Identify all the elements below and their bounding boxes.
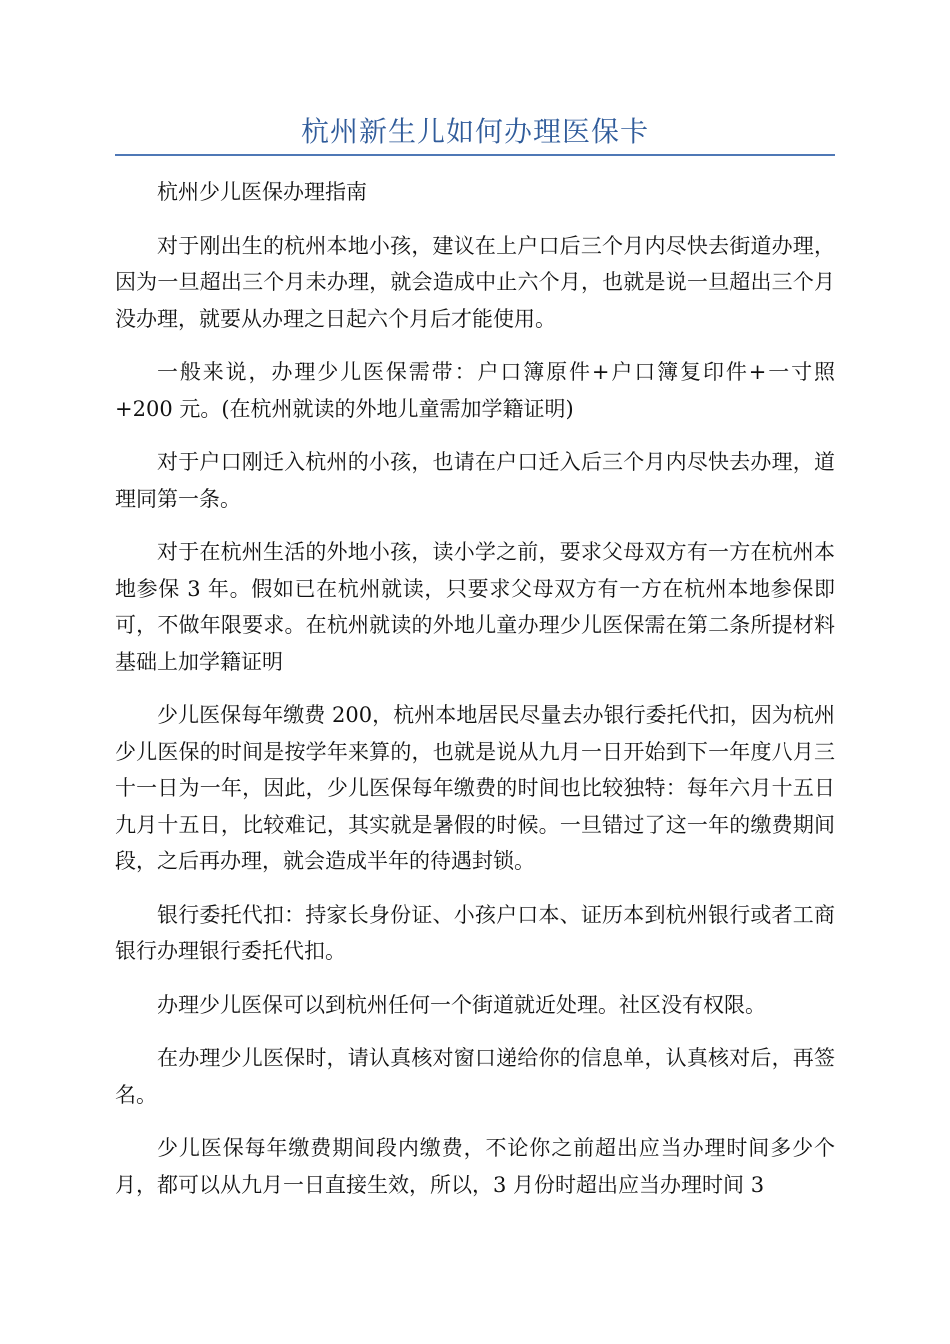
- paragraph: 一般来说，办理少儿医保需带：户口簿原件+户口簿复印件+一寸照+200 元。(在杭州就读的外地儿童需加学籍证明): [115, 360, 835, 421]
- paragraph: 办理少儿医保可以到杭州任何一个街道就近处理。社区没有权限。: [157, 992, 766, 1017]
- document-body: [115, 174, 835, 1220]
- paragraph-heading: 杭州少儿医保办理指南: [157, 180, 367, 204]
- paragraph: 少儿医保每年缴费 200，杭州本地居民尽量去办银行委托代扣，因为杭州少儿医保的时间是按学年来算的，也就是说从九月一日开始到下一年度八月三十一日为一年，因此，少儿医保每年缴费的时间也比较独特：每年六月十五日九月十五日，比较难记，其实就是暑假的时候。一旦错过了这一年的缴费期间段，之后再办理，就会造成半年的待遇封锁。: [115, 703, 835, 873]
- paragraph: 银行委托代扣：持家长身份证、小孩户口本、证历本到杭州银行或者工商银行办理银行委托代扣。: [115, 902, 835, 963]
- paragraph: 在办理少儿医保时，请认真核对窗口递给你的信息单，认真核对后，再签名。: [115, 1046, 835, 1107]
- paragraph: 对于刚出生的杭州本地小孩，建议在上户口后三个月内尽快去街道办理，因为一旦超出三个月未办理，就会造成中止六个月，也就是说一旦超出三个月没办理，就要从办理之日起六个月后才能使用。: [115, 233, 835, 331]
- paragraph: 对于户口刚迁入杭州的小孩，也请在户口迁入后三个月内尽快去办理，道理同第一条。: [115, 450, 835, 511]
- title-underline: [115, 154, 835, 156]
- paragraph: 对于在杭州生活的外地小孩，读小学之前，要求父母双方有一方在杭州本地参保 3 年。假如已在杭州就读，只要求父母双方有一方在杭州本地参保即可，不做年限要求。在杭州就读的外地儿童办理少儿医保需在第二条所提材料基础上加学籍证明: [115, 540, 835, 674]
- paragraph: 少儿医保每年缴费期间段内缴费，不论你之前超出应当办理时间多少个月，都可以从九月一日直接生效，所以，3 月份时超出应当办理时间 3: [115, 1136, 835, 1197]
- document-title: 杭州新生儿如何办理医保卡: [300, 115, 649, 148]
